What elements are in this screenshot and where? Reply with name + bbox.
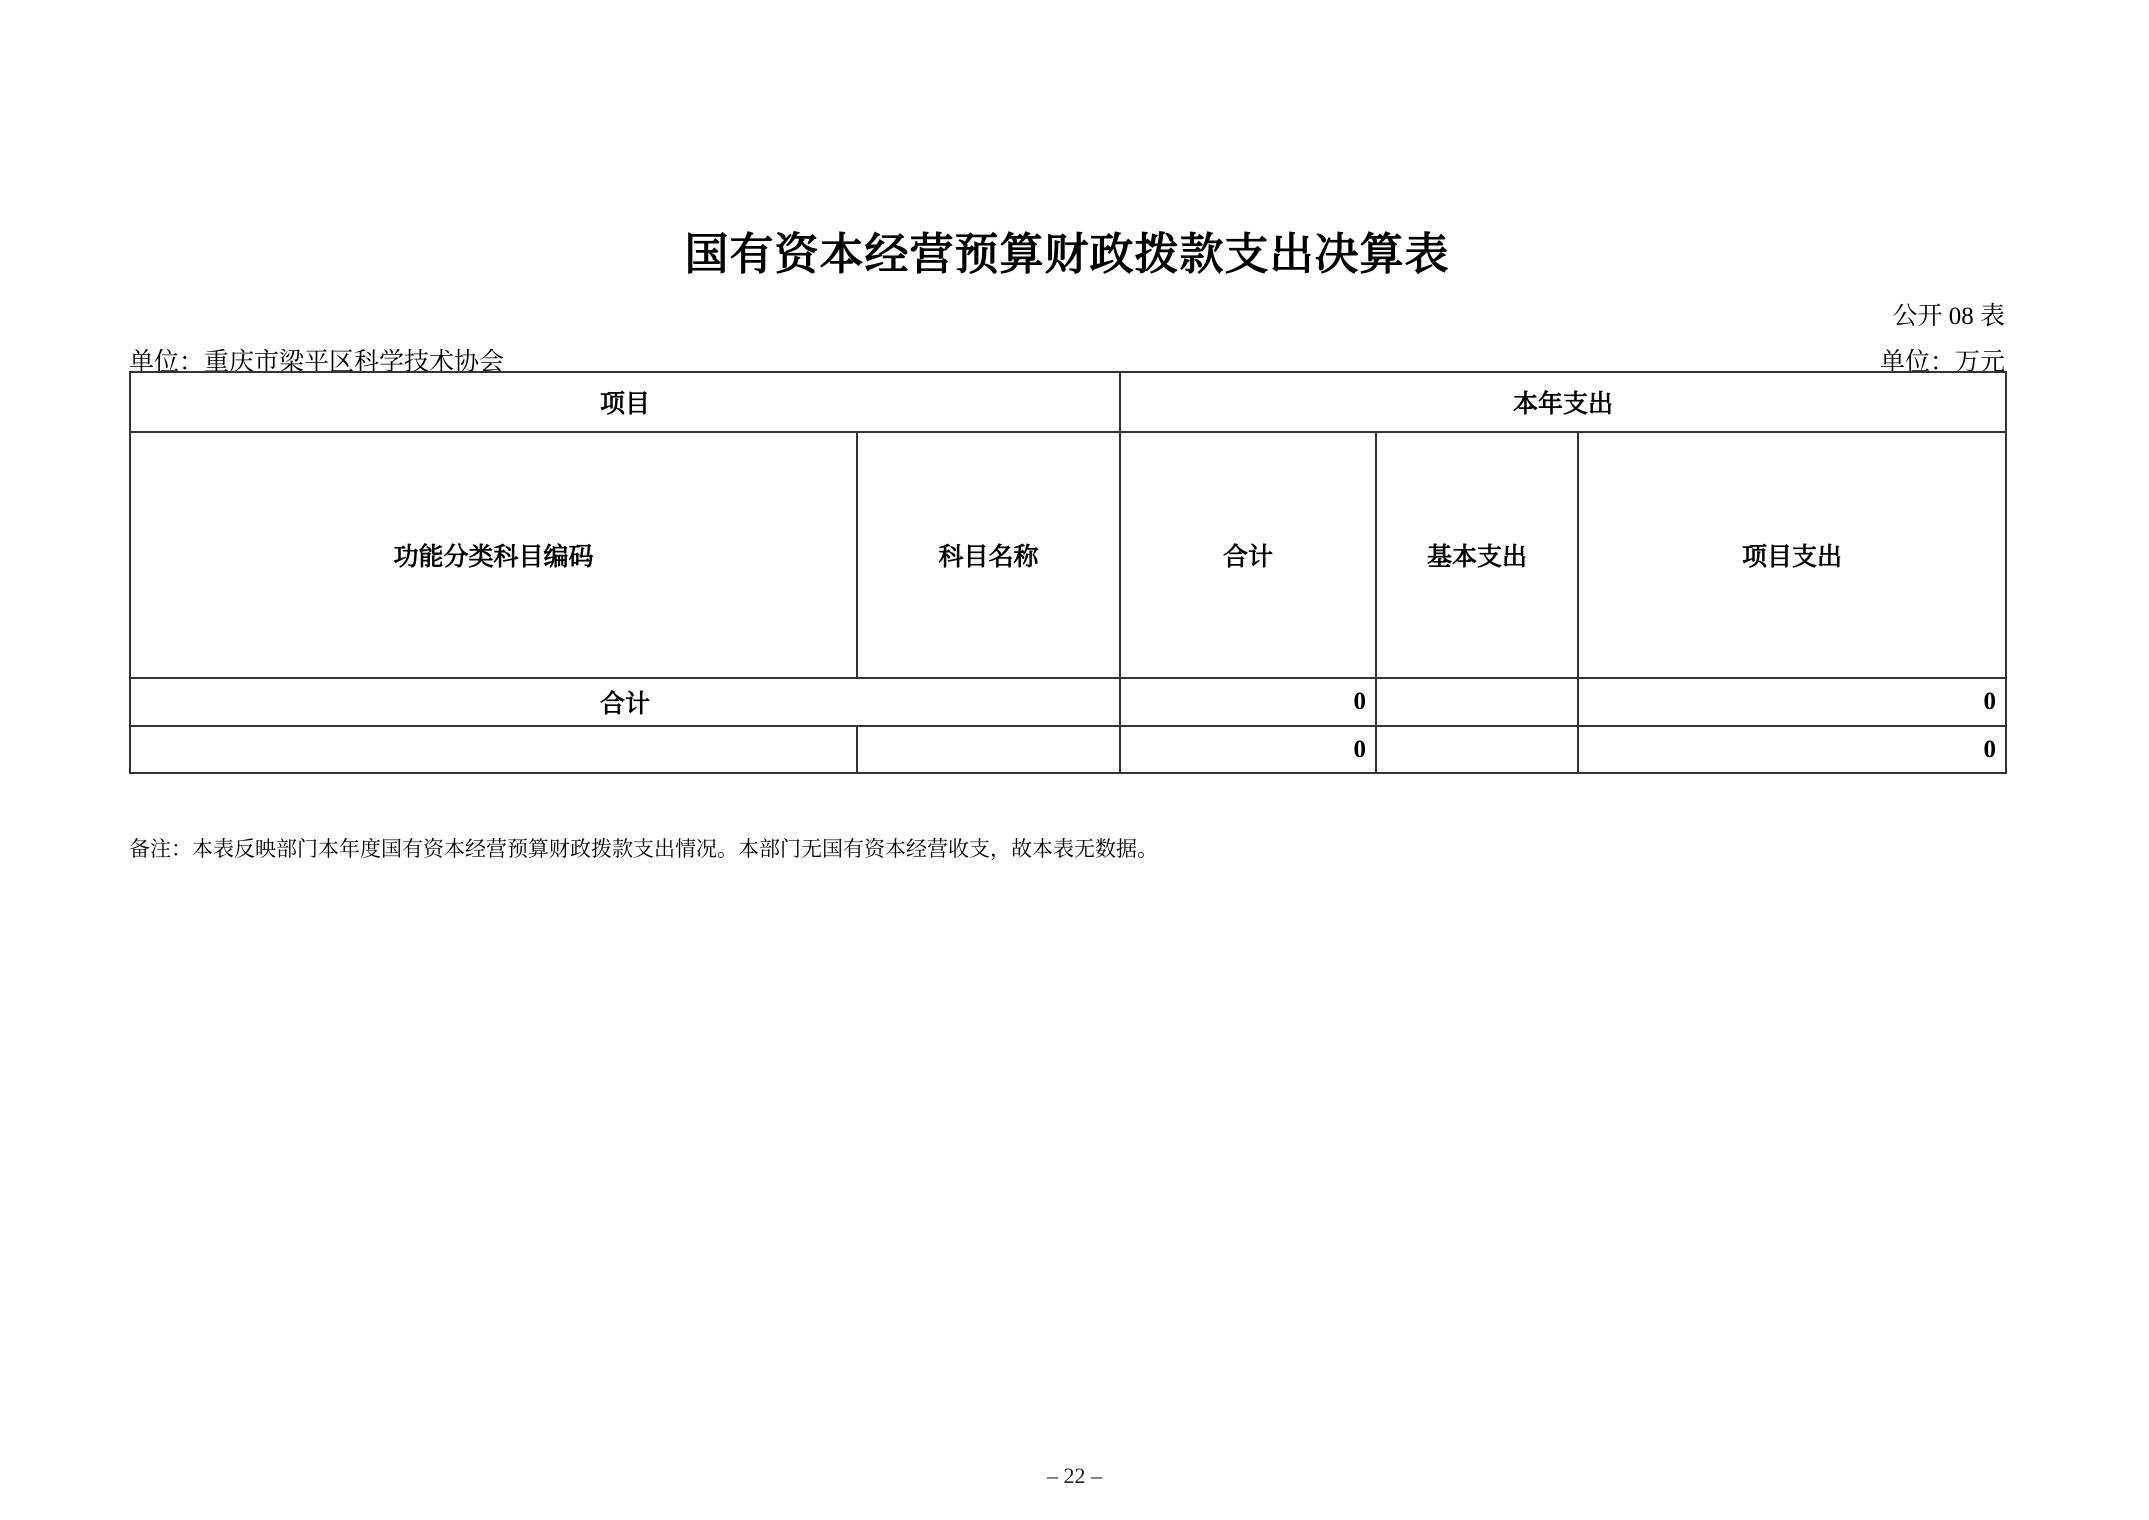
table-row-total bbox=[130, 678, 2006, 726]
form-code-label: 公开 08 表 bbox=[1892, 303, 2005, 330]
header-col-project-expenditure: 项目支出 bbox=[1578, 432, 2006, 678]
table-header-group-row bbox=[130, 372, 2006, 432]
budget-expenditure-table bbox=[129, 371, 2007, 774]
footnote: 备注：本表反映部门本年度国有资本经营预算财政拨款支出情况。本部门无国有资本经营收支，故本表无数据。 bbox=[129, 837, 1158, 861]
header-group-project: 项目 bbox=[130, 372, 1120, 432]
table-header-columns-row bbox=[130, 432, 2006, 678]
row-empty-project-value: 0 bbox=[1578, 726, 2006, 773]
row-total-basic-value bbox=[1376, 678, 1578, 726]
row-total-project-value: 0 bbox=[1578, 678, 2006, 726]
header-col-basic-expenditure: 基本支出 bbox=[1376, 432, 1578, 678]
header-col-total: 合计 bbox=[1120, 432, 1376, 678]
page-number: – 22 – bbox=[1047, 1463, 1102, 1488]
row-total-label: 合计 bbox=[130, 678, 1120, 726]
header-col-function-code: 功能分类科目编码 bbox=[130, 432, 857, 678]
row-empty-code-cell bbox=[130, 726, 857, 773]
table-row-empty bbox=[130, 726, 2006, 773]
row-empty-name-cell bbox=[857, 726, 1120, 773]
header-col-subject-name: 科目名称 bbox=[857, 432, 1120, 678]
row-empty-basic-value bbox=[1376, 726, 1578, 773]
row-total-total-value: 0 bbox=[1120, 678, 1376, 726]
unit-name-label: 单位：重庆市梁平区科学技术协会 bbox=[129, 349, 505, 376]
page-title: 国有资本经营预算财政拨款支出决算表 bbox=[684, 230, 1450, 279]
header-group-current-year-expenditure: 本年支出 bbox=[1120, 372, 2006, 432]
unit-measure-label: 单位：万元 bbox=[1879, 349, 2005, 376]
row-empty-total-value: 0 bbox=[1120, 726, 1376, 773]
